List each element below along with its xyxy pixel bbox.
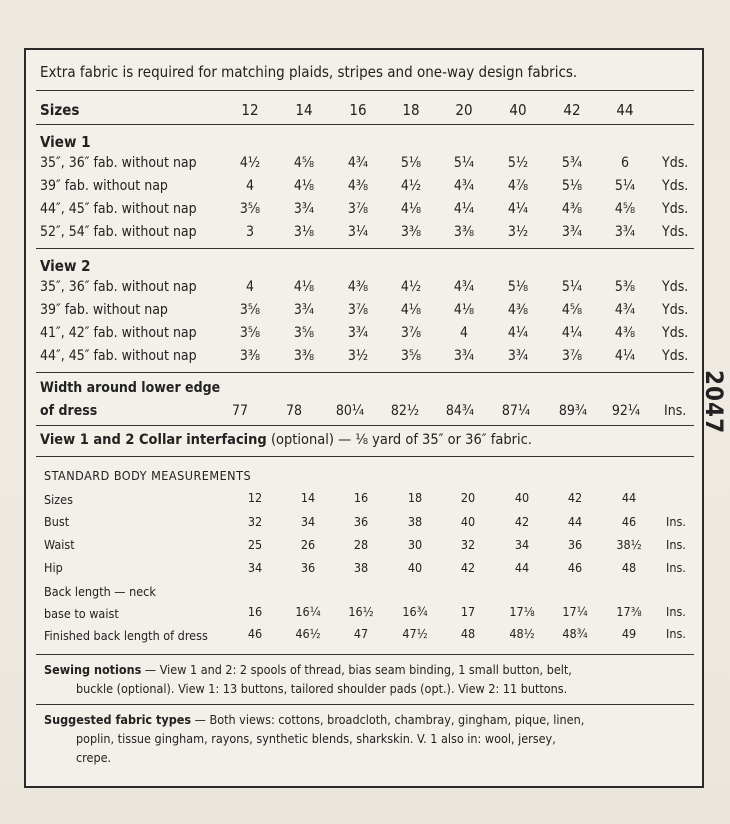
view2-yardage-cell: 4⅜ — [507, 302, 529, 318]
measurement-row-label: Waist — [44, 537, 75, 552]
divider — [36, 372, 694, 373]
view1-yardage-cell: 5¾ — [561, 155, 583, 171]
finished-length-cell: 48½ — [509, 626, 535, 641]
sewing-notions — [44, 660, 694, 698]
view2-yardage-cell: 5⅛ — [507, 279, 529, 295]
view1-yardage-cell: 3¾ — [293, 201, 315, 217]
view2-yardage-cell: 4¾ — [453, 279, 475, 295]
sizes-label: Sizes — [40, 101, 80, 119]
measurement-size-cell: 18 — [407, 490, 423, 505]
view1-unit: Yds. — [662, 224, 689, 240]
suggested-fabrics-text: — Both views: cottons, broadcloth, chambray, gingham, pique, linen, — [191, 712, 585, 727]
divider — [36, 425, 694, 426]
measurement-size-cell: 16 — [353, 490, 369, 505]
measurement-row-label: Bust — [44, 514, 70, 529]
measurement-cell: 30 — [407, 537, 423, 552]
size-header-cell: 42 — [563, 101, 581, 119]
size-header-cell: 12 — [241, 101, 259, 119]
view1-yardage-cell: 4⅜ — [347, 178, 369, 194]
back-length-cell: 17 — [460, 604, 476, 619]
finished-length-unit: Ins. — [666, 626, 686, 641]
back-length-cell: 16 — [247, 604, 263, 619]
finished-length-cell: 46½ — [295, 626, 321, 641]
view2-row-label: 35″, 36″ fab. without nap — [40, 279, 197, 295]
view2-yardage-cell: 4⅛ — [453, 302, 475, 318]
view1-yardage-cell: 4¼ — [507, 201, 529, 217]
view1-yardage-cell: 4⅝ — [293, 155, 315, 171]
finished-length-cell: 46 — [247, 626, 263, 641]
back-length-cell: 16¼ — [295, 604, 321, 619]
view2-unit: Yds. — [662, 325, 689, 341]
finished-length-cell: 47½ — [402, 626, 428, 641]
measurements-sizes-label: Sizes — [44, 492, 73, 507]
sewing-notions-heading: Sewing notions — [44, 662, 142, 677]
width-unit: Ins. — [664, 403, 687, 419]
view2-yardage-cell: 3⅝ — [293, 325, 315, 341]
measurement-cell: 38 — [353, 560, 369, 575]
measurement-row-label: Hip — [44, 560, 63, 575]
view1-row-label: 44″, 45″ fab. without nap — [40, 201, 197, 217]
suggested-fabrics-text3: crepe. — [76, 750, 112, 765]
measurement-size-cell: 42 — [567, 490, 583, 505]
suggested-fabrics — [44, 710, 694, 767]
measurement-cell: 48 — [621, 560, 637, 575]
view2-yardage-cell: 3⅞ — [347, 302, 369, 318]
view2-yardage-cell: 3¾ — [507, 348, 529, 364]
view1-yardage-cell: 4¾ — [347, 155, 369, 171]
view2-yardage-cell: 4⅝ — [561, 302, 583, 318]
view1-yardage-cell: 3⅛ — [293, 224, 315, 240]
width-cell: 78 — [285, 403, 303, 419]
width-cell: 89¾ — [558, 403, 588, 419]
measurement-cell: 44 — [567, 514, 583, 529]
view1-yardage-cell: 5⅛ — [561, 178, 583, 194]
width-label-line1: Width around lower edge — [40, 380, 221, 396]
view1-yardage-cell: 4⅛ — [400, 201, 422, 217]
size-header-cell: 16 — [349, 101, 367, 119]
finished-length-cell: 48¾ — [562, 626, 588, 641]
view2-yardage-cell: 3⅝ — [239, 325, 261, 341]
view1-yardage-cell: 4¼ — [453, 201, 475, 217]
view2-row-label: 41″, 42″ fab. without nap — [40, 325, 197, 341]
view1-yardage-cell: 3½ — [507, 224, 529, 240]
view2-yardage-cell: 4½ — [400, 279, 422, 295]
divider — [36, 704, 694, 705]
finished-length-cell: 47 — [353, 626, 369, 641]
view2-row-label: 44″, 45″ fab. without nap — [40, 348, 197, 364]
back-length-cell: 17¼ — [562, 604, 588, 619]
view1-yardage-cell: 3⅞ — [347, 201, 369, 217]
divider — [36, 124, 694, 125]
view2-yardage-cell: 4 — [245, 279, 254, 295]
measurement-size-cell: 14 — [300, 490, 316, 505]
view2-yardage-cell: 3⅞ — [561, 348, 583, 364]
view1-yardage-cell: 3¾ — [614, 224, 636, 240]
divider — [36, 90, 694, 91]
width-cell: 84¾ — [445, 403, 475, 419]
view1-yardage-cell: 4½ — [400, 178, 422, 194]
measurement-cell: 44 — [514, 560, 530, 575]
view1-yardage-cell: 3⅜ — [453, 224, 475, 240]
view2-yardage-cell: 4⅜ — [347, 279, 369, 295]
view2-yardage-cell: 3⅜ — [239, 348, 261, 364]
measurement-unit: Ins. — [666, 560, 686, 575]
size-header-cell: 18 — [402, 101, 420, 119]
view1-yardage-cell: 5¼ — [614, 178, 636, 194]
divider — [36, 654, 694, 655]
measurement-cell: 34 — [514, 537, 530, 552]
view2-yardage-cell: 5⅜ — [614, 279, 636, 295]
view1-yardage-cell: 5½ — [507, 155, 529, 171]
sewing-notions-text2: buckle (optional). View 1: 13 buttons, tailored shoulder pads (opt.). View 2: 11 buttons. — [76, 681, 568, 696]
measurement-cell: 38½ — [616, 537, 642, 552]
view1-yardage-cell: 4½ — [239, 155, 261, 171]
view1-yardage-cell: 4 — [245, 178, 254, 194]
measurement-cell: 32 — [460, 537, 476, 552]
view1-yardage-cell: 3⅝ — [239, 201, 261, 217]
width-cell: 92¼ — [611, 403, 641, 419]
pattern-number: 2047 — [700, 370, 728, 435]
view2-title: View 2 — [40, 257, 91, 275]
view2-yardage-cell: 3⅝ — [239, 302, 261, 318]
view1-yardage-cell: 5⅛ — [400, 155, 422, 171]
measurement-cell: 26 — [300, 537, 316, 552]
measurement-cell: 36 — [300, 560, 316, 575]
view1-yardage-cell: 4⅛ — [293, 178, 315, 194]
collar-line-rest: (optional) — ⅛ yard of 35″ or 36″ fabric. — [270, 432, 532, 448]
view2-yardage-cell: 5¼ — [561, 279, 583, 295]
divider — [36, 456, 694, 457]
measurement-size-cell: 20 — [460, 490, 476, 505]
measurement-cell: 36 — [353, 514, 369, 529]
view2-yardage-cell: 4⅛ — [400, 302, 422, 318]
view1-yardage-cell: 3⅜ — [400, 224, 422, 240]
view2-yardage-cell: 3¾ — [347, 325, 369, 341]
measurement-cell: 34 — [300, 514, 316, 529]
view1-row-label: 35″, 36″ fab. without nap — [40, 155, 197, 171]
header-note: Extra fabric is required for matching plaids, stripes and one-way design fabrics. — [40, 63, 578, 81]
width-cell: 77 — [231, 403, 249, 419]
width-cell: 82½ — [390, 403, 420, 419]
divider — [36, 248, 694, 249]
back-length-cell: 16¾ — [402, 604, 428, 619]
view2-unit: Yds. — [662, 348, 689, 364]
view1-unit: Yds. — [662, 155, 689, 171]
sewing-notions-text: — View 1 and 2: 2 spools of thread, bias seam binding, 1 small button, belt, — [141, 662, 572, 677]
view2-yardage-cell: 3⅝ — [400, 348, 422, 364]
back-length-cell: 16½ — [348, 604, 374, 619]
finished-length-label: Finished back length of dress — [44, 628, 208, 643]
view1-yardage-cell: 3¼ — [347, 224, 369, 240]
measurement-cell: 46 — [621, 514, 637, 529]
view2-yardage-cell: 3¾ — [453, 348, 475, 364]
back-length-unit: Ins. — [666, 604, 686, 619]
view2-yardage-cell: 3¾ — [293, 302, 315, 318]
view1-yardage-cell: 4⅜ — [561, 201, 583, 217]
back-length-label-line2: base to waist — [44, 606, 119, 621]
measurement-cell: 42 — [460, 560, 476, 575]
measurement-size-cell: 44 — [621, 490, 637, 505]
view1-row-label: 39″ fab. without nap — [40, 178, 168, 194]
measurement-size-cell: 40 — [514, 490, 530, 505]
view1-unit: Yds. — [662, 201, 689, 217]
view1-yardage-cell: 3¾ — [561, 224, 583, 240]
width-cell: 80¼ — [335, 403, 365, 419]
view2-yardage-cell: 4¼ — [507, 325, 529, 341]
view2-yardage-cell: 4⅜ — [614, 325, 636, 341]
measurement-unit: Ins. — [666, 537, 686, 552]
measurement-size-cell: 12 — [247, 490, 263, 505]
size-header-cell: 44 — [616, 101, 634, 119]
measurement-cell: 42 — [514, 514, 530, 529]
measurement-cell: 25 — [247, 537, 263, 552]
measurement-cell: 28 — [353, 537, 369, 552]
width-cell: 87¼ — [501, 403, 531, 419]
view2-unit: Yds. — [662, 302, 689, 318]
view2-yardage-cell: 3½ — [347, 348, 369, 364]
view1-yardage-cell: 4¾ — [453, 178, 475, 194]
view1-yardage-cell: 5¼ — [453, 155, 475, 171]
view2-yardage-cell: 4 — [459, 325, 468, 341]
view2-unit: Yds. — [662, 279, 689, 295]
view1-title: View 1 — [40, 133, 91, 151]
measurement-cell: 34 — [247, 560, 263, 575]
measurement-cell: 46 — [567, 560, 583, 575]
finished-length-cell: 48 — [460, 626, 476, 641]
view1-row-label: 52″, 54″ fab. without nap — [40, 224, 197, 240]
width-label-line2: of dress — [40, 403, 98, 419]
size-header-cell: 40 — [509, 101, 527, 119]
back-length-cell: 17⅛ — [509, 604, 535, 619]
size-header-cell: 20 — [455, 101, 473, 119]
size-header-cell: 14 — [295, 101, 313, 119]
view1-yardage-cell: 3 — [245, 224, 254, 240]
view2-yardage-cell: 4⅛ — [293, 279, 315, 295]
view2-yardage-cell: 3⅞ — [400, 325, 422, 341]
view2-yardage-cell: 3⅜ — [293, 348, 315, 364]
view1-yardage-cell: 4⅞ — [507, 178, 529, 194]
measurements-title: STANDARD BODY MEASUREMENTS — [44, 468, 252, 483]
view2-yardage-cell: 4¾ — [614, 302, 636, 318]
suggested-fabrics-text2: poplin, tissue gingham, rayons, synthetic blends, sharkskin. V. 1 also in: wool, jersey, — [76, 731, 556, 746]
measurement-cell: 40 — [460, 514, 476, 529]
back-length-cell: 17⅜ — [616, 604, 642, 619]
measurement-cell: 40 — [407, 560, 423, 575]
collar-line-bold: View 1 and 2 Collar interfacing — [40, 432, 267, 448]
suggested-fabrics-heading: Suggested fabric types — [44, 712, 192, 727]
view1-yardage-cell: 4⅝ — [614, 201, 636, 217]
measurement-cell: 36 — [567, 537, 583, 552]
view2-yardage-cell: 4¼ — [614, 348, 636, 364]
back-length-label-line1: Back length — neck — [44, 584, 156, 599]
finished-length-cell: 49 — [621, 626, 637, 641]
measurement-cell: 32 — [247, 514, 263, 529]
measurement-unit: Ins. — [666, 514, 686, 529]
collar-line — [40, 432, 532, 448]
view1-unit: Yds. — [662, 178, 689, 194]
measurement-cell: 38 — [407, 514, 423, 529]
view2-row-label: 39″ fab. without nap — [40, 302, 168, 318]
view2-yardage-cell: 4¼ — [561, 325, 583, 341]
view1-yardage-cell: 6 — [620, 155, 629, 171]
